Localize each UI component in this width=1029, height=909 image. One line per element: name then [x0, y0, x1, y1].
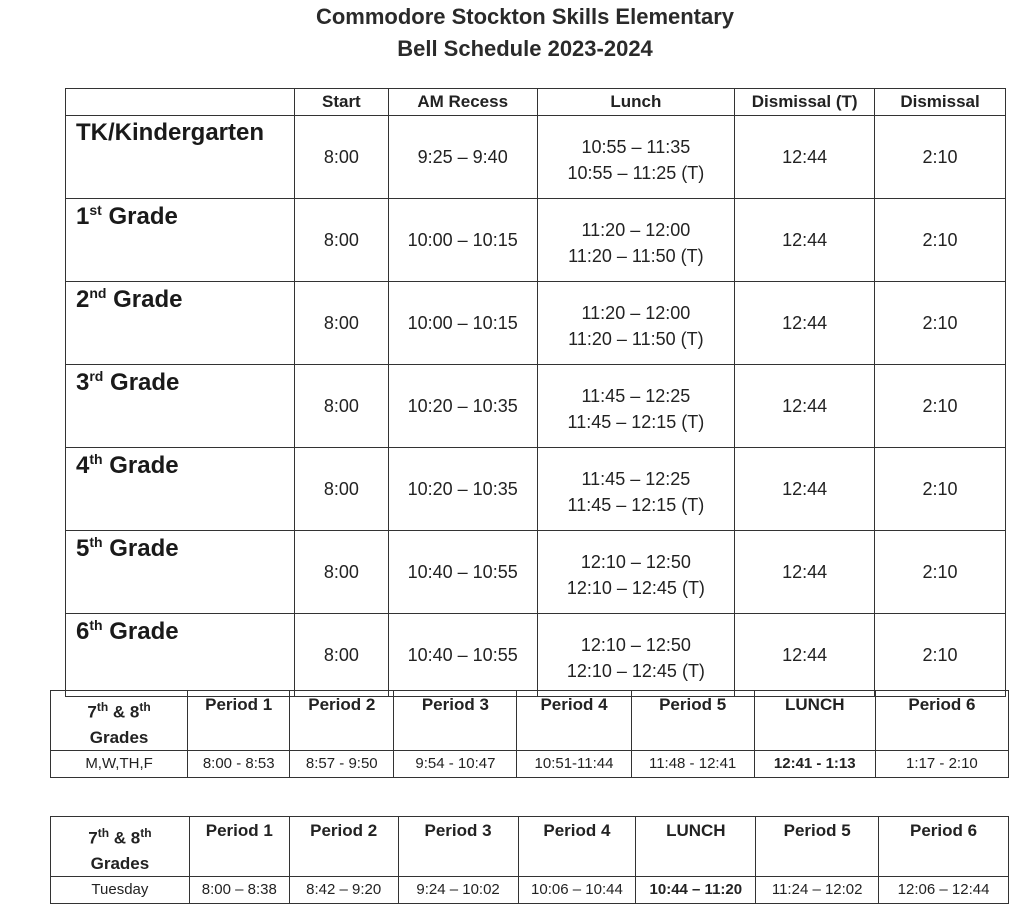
dismissal-t-time: 12:44	[735, 116, 875, 199]
header-period-2: Period 2	[290, 691, 394, 751]
header-period-5: Period 5	[756, 817, 879, 877]
grade-label: 1st Grade	[66, 199, 295, 282]
lunch-time: 12:41 - 1:13	[754, 750, 875, 777]
day-label: Tuesday	[51, 876, 190, 903]
header-am-recess: AM Recess	[388, 89, 537, 116]
grade-label: TK/Kindergarten	[66, 116, 295, 199]
header-blank	[66, 89, 295, 116]
table-row	[66, 365, 1006, 448]
recess-time: 10:00 – 10:15	[388, 282, 537, 365]
dismissal-time: 2:10	[875, 448, 1006, 531]
dismissal-t-time: 12:44	[735, 448, 875, 531]
header-period-3: Period 3	[394, 691, 517, 751]
dismissal-time: 2:10	[875, 199, 1006, 282]
lunch-time: 12:10 – 12:50 12:10 – 12:45 (T)	[537, 614, 735, 697]
header-period-1: Period 1	[189, 817, 289, 877]
grades-header: 7th & 8th Grades	[51, 691, 188, 751]
dismissal-time: 2:10	[875, 531, 1006, 614]
dismissal-time: 2:10	[875, 614, 1006, 697]
table-row	[66, 448, 1006, 531]
period-time: 10:06 – 10:44	[518, 876, 636, 903]
start-time: 8:00	[294, 365, 388, 448]
header-period-6: Period 6	[875, 691, 1008, 751]
header-period-1: Period 1	[188, 691, 290, 751]
recess-time: 9:25 – 9:40	[388, 116, 537, 199]
lunch-time: 10:55 – 11:35 10:55 – 11:25 (T)	[537, 116, 735, 199]
grade-label: 4th Grade	[66, 448, 295, 531]
header-start: Start	[294, 89, 388, 116]
table-row	[66, 282, 1006, 365]
period-time: 11:48 - 12:41	[631, 750, 754, 777]
lunch-time: 11:45 – 12:25 11:45 – 12:15 (T)	[537, 448, 735, 531]
table-row	[66, 116, 1006, 199]
dismissal-time: 2:10	[875, 116, 1006, 199]
start-time: 8:00	[294, 282, 388, 365]
header-period-5: Period 5	[631, 691, 754, 751]
schedule-subtitle: Bell Schedule 2023-2024	[397, 36, 653, 61]
dismissal-t-time: 12:44	[735, 614, 875, 697]
middle-school-mwthf-table	[50, 690, 1009, 778]
start-time: 8:00	[294, 531, 388, 614]
school-title: Commodore Stockton Skills Elementary	[315, 4, 735, 29]
lunch-time: 11:20 – 12:00 11:20 – 11:50 (T)	[537, 282, 735, 365]
header-period-6: Period 6	[879, 817, 1009, 877]
header-period-4: Period 4	[518, 817, 636, 877]
table-row	[66, 531, 1006, 614]
day-label: M,W,TH,F	[51, 750, 188, 777]
table-header-row	[66, 89, 1006, 116]
header-lunch: LUNCH	[754, 691, 875, 751]
period-time: 9:24 – 10:02	[398, 876, 518, 903]
table-header-row	[51, 691, 1009, 751]
period-time: 9:54 - 10:47	[394, 750, 517, 777]
table-row	[51, 750, 1009, 777]
period-time: 12:06 – 12:44	[879, 876, 1009, 903]
period-time: 1:17 - 2:10	[875, 750, 1008, 777]
table-header-row	[51, 817, 1009, 877]
period-time: 8:42 – 9:20	[289, 876, 398, 903]
grade-label: 6th Grade	[66, 614, 295, 697]
middle-school-tuesday-table	[50, 816, 1009, 904]
start-time: 8:00	[294, 199, 388, 282]
lunch-time: 11:20 – 12:00 11:20 – 11:50 (T)	[537, 199, 735, 282]
period-time: 8:00 – 8:38	[189, 876, 289, 903]
header-dismissal: Dismissal	[875, 89, 1006, 116]
header-period-4: Period 4	[517, 691, 631, 751]
start-time: 8:00	[294, 116, 388, 199]
dismissal-time: 2:10	[875, 365, 1006, 448]
period-time: 8:57 - 9:50	[290, 750, 394, 777]
start-time: 8:00	[294, 614, 388, 697]
dismissal-t-time: 12:44	[735, 365, 875, 448]
recess-time: 10:40 – 10:55	[388, 531, 537, 614]
header-dismissal-t: Dismissal (T)	[735, 89, 875, 116]
recess-time: 10:20 – 10:35	[388, 365, 537, 448]
recess-time: 10:20 – 10:35	[388, 448, 537, 531]
dismissal-time: 2:10	[875, 282, 1006, 365]
elementary-schedule-table	[65, 88, 1006, 697]
period-time: 11:24 – 12:02	[756, 876, 879, 903]
grade-label: 2nd Grade	[66, 282, 295, 365]
dismissal-t-time: 12:44	[735, 199, 875, 282]
table-row	[66, 199, 1006, 282]
lunch-time: 12:10 – 12:50 12:10 – 12:45 (T)	[537, 531, 735, 614]
recess-time: 10:00 – 10:15	[388, 199, 537, 282]
header-period-3: Period 3	[398, 817, 518, 877]
header-lunch: LUNCH	[636, 817, 756, 877]
dismissal-t-time: 12:44	[735, 531, 875, 614]
recess-time: 10:40 – 10:55	[388, 614, 537, 697]
period-time: 8:00 - 8:53	[188, 750, 290, 777]
table-row	[51, 876, 1009, 903]
table-row	[66, 614, 1006, 697]
lunch-time: 10:44 – 11:20	[636, 876, 756, 903]
grades-header: 7th & 8th Grades	[51, 817, 190, 877]
lunch-time: 11:45 – 12:25 11:45 – 12:15 (T)	[537, 365, 735, 448]
dismissal-t-time: 12:44	[735, 282, 875, 365]
period-time: 10:51-11:44	[517, 750, 631, 777]
start-time: 8:00	[294, 448, 388, 531]
header-period-2: Period 2	[289, 817, 398, 877]
header-lunch: Lunch	[537, 89, 735, 116]
grade-label: 5th Grade	[66, 531, 295, 614]
grade-label: 3rd Grade	[66, 365, 295, 448]
